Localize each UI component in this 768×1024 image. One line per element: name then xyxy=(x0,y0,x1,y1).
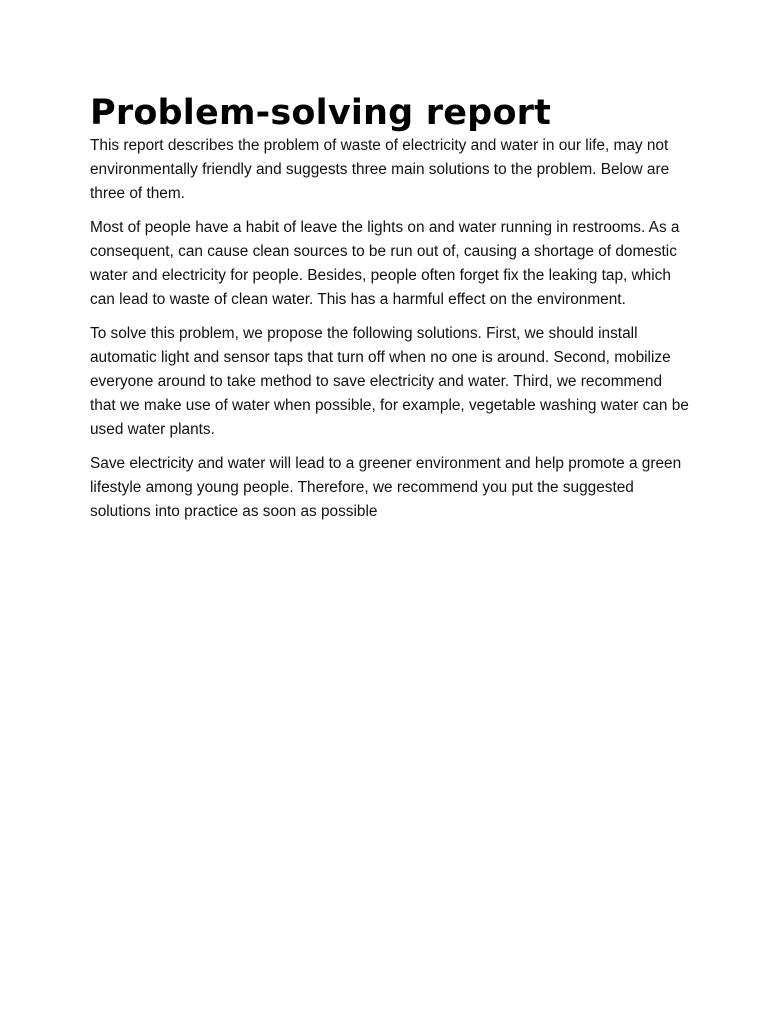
paragraph-solutions: To solve this problem, we propose the following solutions. First, we should install automatic light and sensor taps that turn off when no one is around. Second, mobilize everyone around to take method to save electricity and water. Third, we recommend that we make use of water when possible, for example, vegetable washing water can be used water plants. xyxy=(90,325,689,438)
paragraph-intro: This report describes the problem of waste of electricity and water in our life, may not environmentally friendly and suggests three main solutions to the problem. Below are three of them. xyxy=(90,137,670,202)
paragraph-problem: Most of people have a habit of leave the lights on and water running in restrooms. As a consequent, can cause clean sources to be run out of, causing a shortage of domestic water and electricity for people. Besides, people often forget fix the leaking tap, which can lead to waste of clean water. This has a harmful effect on the environment. xyxy=(90,219,680,308)
document-page xyxy=(90,92,690,534)
paragraph-conclusion: Save electricity and water will lead to a greener environment and help promote a green lifestyle among young people. Therefore, we recommend you put the suggested solutions into practice as soon as possible xyxy=(90,455,682,520)
page-title: Problem-solving report xyxy=(90,93,552,133)
